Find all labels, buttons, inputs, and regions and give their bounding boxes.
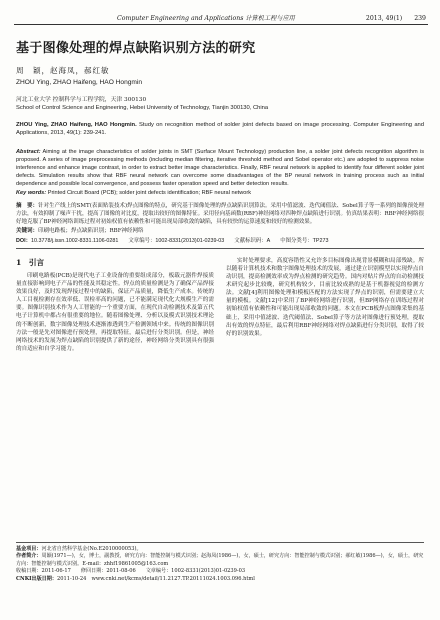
journal-name: Computer Engineering and Applications 计算机工程与应用	[117, 15, 295, 22]
citation-text: Study on recognition method of solder joint defects based on image processing. Computer Engineering and Applications, 2013, 49(1): 239-241.	[16, 122, 424, 137]
body-column-right	[226, 257, 424, 353]
doi-label: DOI：	[16, 237, 31, 244]
document-code: 文献标识码：A	[234, 237, 271, 244]
body-columns	[16, 257, 424, 353]
keywords-en-label: Key words:	[16, 189, 47, 196]
doi-value[interactable]: 10.3778/j.issn.1002-8331.1106-0281	[30, 237, 119, 244]
authors-english: ZHOU Ying, ZHAO Haifeng, HAO Hongmin	[16, 79, 143, 86]
footnote-article-number: 文章编号：1002-8331(2013)01-0239-03	[145, 568, 246, 575]
body-paragraph: 实时处理要求，高度容错性又允许多目标图像出现背景模糊和局部残缺。所以随着计算机技术和数字图像处理技术的发展，通过建立识别模型以实现焊点自动识别，提高检测效率成为焊点检测的研究趋势。国内对贴片焊点的自动检测技术研究起步比较晚，研究机构较少，目前比较成熟的是基于机器视觉的检测方法。文献[4]利用图像处理和模板匹配的方法实现了焊点的识别，但需要建立大量的模板。文献[12]中采用了BP神经网络进行识别，但BP网络存在训练过程对初始权值有依赖性和可能出现局部收敛的问题。本文在PCB板焊点图像采集的基础上，采用中值滤波、迭代阈值法、Sobel算子等方法对图像进行预处理，提取出有效的焊点特征，最后利用RBF神经网络对焊点缺陷进行分类识别，取得了较好的识别效果。	[226, 257, 424, 337]
bio-label: 作者简介：	[16, 553, 42, 560]
abstract-chinese	[16, 202, 424, 226]
keywords-chinese	[16, 227, 424, 235]
affiliation-english: School of Control Science and Engineering, Hebei University of Technology, Tianjin 300130, China	[16, 105, 269, 111]
abstract-en-text: Aiming at the image characteristics of solder joints in SMT (Surface Mount Technology) production line, a solder joint defects recognition algorithm is proposed. A series of image preprocessing methods (including median filtering, iterative threshold method and Sobel operator etc.) are adopted to suppress noise interference and enhance image contrast, in order to extract better image characteristics. Finally, RBF neural network is applied to identify four different solder joint defects. Simulation results show that RBF neural network can overcome some disadvantages of the BP neural network in training process such as initial dependence and possible local convergence, and possess faster operation speed and better detection results.	[16, 149, 424, 188]
body-paragraph: 印刷电路板(PCB)是现代电子工业设备的重要组成部分，板载元器件焊接质量直接影响到电子产品的性能及其稳定性。焊点的质量检测是为了确保产品焊接效果良好，及时发现焊接过程中的缺陷，保证产品质量，降低生产成本。传统的人工目视检测存在效率低、误检率高的问题，已不能满足现代化大规模生产的需要。图像识别技术作为人工智能的一个重要方面，在现代自动检测技术及第五代电子计算机中都占有很重要的地位。随着图像处理、分析以及模式识别技术理论的不断创新，数字图像处理技术逐渐渗透到生产检测领域中来。传统的图像识别方法一般是先对图像进行预处理，再提取特征，最后进行分类识别。但是，神经网络技术的发展为焊点缺陷的识别提供了新的途径，神经网络分类识别具有很强的自适应和自学习能力。	[16, 272, 214, 352]
revised-date: 修回日期：2011-08-06	[80, 568, 136, 575]
abstract-english	[16, 149, 424, 189]
fund-label: 基金项目：	[16, 546, 42, 552]
abstract-cn-label: 摘 要：	[16, 202, 39, 209]
bio-text: 周颖(1971—)，女，博士，副教授，研究方向：智能控制与模式识别；赵海凤(1986—)，女，硕士，研究方向：智能控制与模式识别；郝红敏(1986—)，女，硕士，研究方向：智能控制与模式识别。E-mail：zhhf19861005@163.com	[16, 553, 424, 567]
paper-title: 基于图像处理的焊点缺陷识别方法的研究	[16, 41, 256, 56]
abstract-en-label: Abstract:	[16, 149, 41, 156]
footnote	[16, 542, 424, 583]
received-date: 收稿日期：2011-06-17	[16, 568, 71, 575]
section-heading: 1 引言	[16, 257, 45, 267]
cnki-label: CNKI出版日期：	[16, 575, 57, 582]
issue-info	[356, 15, 426, 22]
cnki-link[interactable]: 2011-10-24 www.cnki.net/kcms/detail/11.2127.TP.20111024.1003.096.html	[57, 575, 255, 582]
affiliation-chinese: 河北工业大学 控制科学与工程学院，天津 300130	[16, 97, 147, 103]
article-number: 文章编号：1002-8331(2013)01-0239-03	[128, 237, 225, 244]
page-number: 239	[414, 15, 426, 22]
authors-chinese: 周 颖，赵海凤，郝红敏	[16, 66, 110, 75]
citation-block	[16, 121, 424, 137]
body-column-left	[16, 257, 214, 353]
keywords-en-text: Printed Circuit Board (PCB); solder joint defects identification; RBF neural network	[46, 189, 252, 196]
doi-line	[16, 236, 424, 249]
keywords-cn-text: 印刷电路板；焊点缺陷识别；RBF神经网络	[38, 227, 144, 234]
keywords-english	[16, 190, 424, 198]
fund-text: 河北省自然科学基金(No.E2010000053)。	[41, 546, 142, 552]
citation-authors: ZHOU Ying, ZHAO Haifeng, HAO Hongmin.	[16, 122, 137, 128]
abstract-cn-text: 针对生产线上的SMT(表面贴装技术)焊点图像的特点，研究基于图像处理的焊点缺陷识别算法。采用中值滤波、迭代阈值法、Sobel算子等一系列的图像预处理方法，有效抑制了噪声干扰，提高了图像的对比度，提取出较好的图像特征。采用径向基函数(RBF)神经网络对四种焊点缺陷进行识别。仿真结果表明：RBF神经网络很好地克服了BP神经网络训练过程对初始权值有依赖性和可能出现局部收敛的缺陷，具有较快的运算速度和较好的检测效果。	[16, 202, 424, 225]
clc-number: 中图分类号：TP273	[280, 237, 329, 244]
issue-number: 2013, 49(1)	[365, 15, 403, 22]
running-header	[14, 0, 428, 25]
keywords-cn-label: 关键词：	[16, 227, 39, 234]
